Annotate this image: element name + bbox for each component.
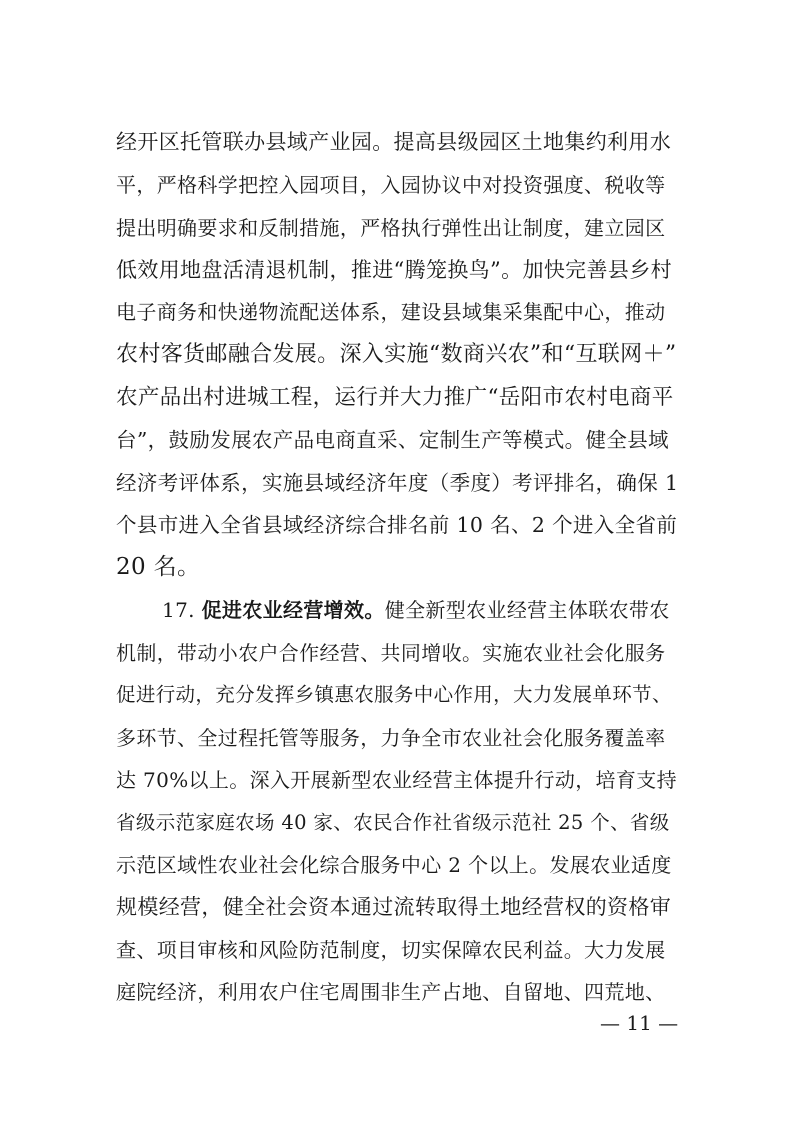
text-line: 个县市进入全省县域经济综合排名前 10 名、2 个进入全省前: [116, 513, 678, 537]
text-line: 促进行动，充分发挥乡镇惠农服务中心作用，大力发展单环节、: [116, 683, 672, 706]
section-number: 17.: [162, 598, 195, 622]
text-line: 多环节、全过程托管等服务，力争全市农业社会化服务覆盖率: [116, 726, 666, 750]
text-line: 庭院经济，利用农户住宅周围非生产占地、自留地、四荒地、: [116, 980, 666, 1004]
text-line: 农村客货邮融合发展。深入实施“数商兴农”和“互联网＋”: [116, 342, 677, 367]
text-line: 规模经营，健全社会资本通过流转取得土地经营权的资格审: [116, 895, 672, 919]
text-line: 示范区域性农业社会化综合服务中心 2 个以上。发展农业适度: [116, 853, 672, 877]
text-line: 机制，带动小农户合作经营、共同增收。实施农业社会化服务: [116, 641, 666, 665]
text-line: 台”，鼓励发展农产品电商直采、定制生产等模式。健全县域: [116, 428, 669, 452]
text-line: 经开区托管联办县域产业园。提高县级园区土地集约利用水: [116, 130, 672, 154]
text-line: 达 70%以上。深入开展新型农业经营主体提升行动，培育支持: [116, 768, 677, 792]
text-line: 省级示范家庭农场 40 家、农民合作社省级示范社 25 个、省级: [116, 811, 670, 834]
text-line: 电子商务和快递物流配送体系，建设县域集采集配中心，推动: [116, 300, 666, 324]
section-text: 健全新型农业经营主体联农带农: [384, 598, 670, 622]
page-number: — 11 —: [600, 1011, 679, 1035]
section-heading-line: [162, 595, 670, 625]
text-line: 低效用地盘活清退机制，推进“腾笼换鸟”。加快完善县乡村: [116, 258, 672, 282]
text-line: 经济考评体系，实施县域经济年度（季度）考评排名，确保 1: [116, 471, 679, 495]
text-line: 20 名。: [116, 554, 201, 580]
text-line: 平，严格科学把控入园项目，入园协议中对投资强度、税收等: [116, 173, 666, 197]
text-line: 提出明确要求和反制措施，严格执行弹性出让制度，建立园区: [116, 216, 666, 240]
text-line: 查、项目审核和风险防范制度，切实保障农民利益。大力发展: [116, 938, 666, 962]
text-line: 农产品出村进城工程，运行并大力推广“岳阳市农村电商平: [116, 385, 674, 410]
section-title: 促进农业经营增效。: [201, 598, 385, 622]
